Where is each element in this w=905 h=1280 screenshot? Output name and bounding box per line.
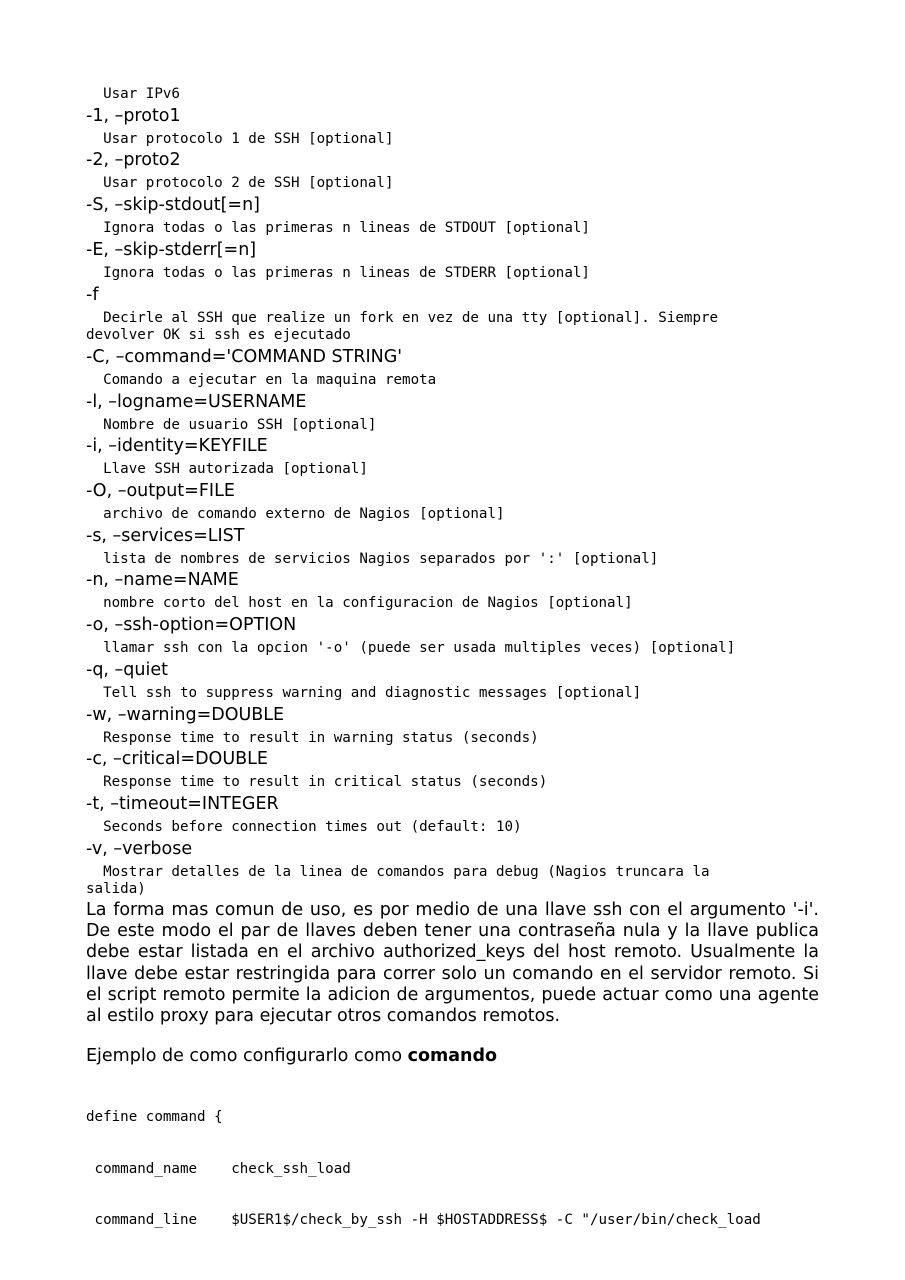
options-list [86, 86, 819, 899]
option-description: Nombre de usuario SSH [optional] [86, 416, 377, 433]
option-description: lista de nombres de servicios Nagios separados por ':' [optional] [86, 550, 659, 567]
option-flag: -n, –name=NAME [86, 570, 239, 591]
code-block [86, 1075, 819, 1264]
option-description: Llave SSH autorizada [optional] [86, 461, 368, 478]
option-description: Mostrar detalles de la linea de comandos para debug (Nagios truncara la salida) [86, 863, 710, 898]
option-description: Tell ssh to suppress warning and diagnostic messages [optional] [86, 684, 642, 701]
option-flag: -v, –verbose [86, 838, 193, 859]
code-line: command_line $USER1$/check_by_ssh -H $HOSTADDRESS$ -C "/user/bin/check_load [86, 1212, 761, 1229]
option-flag: -q, –quiet [86, 659, 168, 680]
option-description: llamar ssh con la opcion '-o' (puede ser usada multiples veces) [optional] [86, 640, 736, 657]
example-heading [86, 1045, 819, 1067]
option-description: nombre corto del host en la configuracion de Nagios [optional] [86, 595, 633, 612]
example-heading-text: Ejemplo de como configurarlo como [86, 1045, 408, 1066]
option-flag: -w, –warning=DOUBLE [86, 704, 285, 725]
option-flag: -O, –output=FILE [86, 481, 235, 502]
option-description: Response time to result in warning status (seconds) [86, 729, 539, 746]
example-heading-bold: comando [407, 1045, 498, 1066]
option-description: Usar protocolo 2 de SSH [optional] [86, 175, 394, 192]
option-flag: -l, –logname=USERNAME [86, 391, 307, 412]
option-flag: -f [86, 284, 99, 305]
option-flag: -E, –skip-stderr[=n] [86, 239, 257, 260]
option-description: Ignora todas o las primeras n lineas de STDOUT [optional] [86, 220, 590, 237]
usage-paragraph: La forma mas comun de uso, es por medio de una llave ssh con el argumento '-i'. De este modo el par de llaves deben tener una contraseña nula y la llave publica debe estar listada en el archivo authorized_keys del host remoto. Usualmente la llave debe estar restringida para correr solo un comando en el servidor remoto. Si el script remoto permite la adicion de argumentos, puede actuar como una agente al estilo proxy para ejecutar otros comandos remotos. [86, 900, 819, 1027]
code-line: define command { [86, 1109, 223, 1126]
option-flag: -C, –command='COMMAND STRING' [86, 346, 403, 367]
option-flag: -1, –proto1 [86, 105, 181, 126]
option-flag: -i, –identity=KEYFILE [86, 436, 268, 457]
option-description: Ignora todas o las primeras n lineas de STDERR [optional] [86, 264, 590, 281]
option-flag: -S, –skip-stdout[=n] [86, 195, 260, 216]
option-description: archivo de comando externo de Nagios [optional] [86, 506, 505, 523]
option-flag: -o, –ssh-option=OPTION [86, 615, 297, 636]
option-description: Seconds before connection times out (default: 10) [86, 818, 522, 835]
option-description: Usar protocolo 1 de SSH [optional] [86, 130, 394, 147]
option-flag: -s, –services=LIST [86, 525, 245, 546]
option-description: Usar IPv6 [86, 86, 180, 102]
option-flag: -2, –proto2 [86, 150, 181, 171]
option-flag: -c, –critical=DOUBLE [86, 749, 268, 770]
code-line: command_name check_ssh_load [86, 1160, 351, 1177]
document-page [86, 86, 819, 1264]
option-description: Comando a ejecutar en la maquina remota [86, 371, 437, 388]
option-description: Response time to result in critical status (seconds) [86, 774, 548, 791]
option-description: Decirle al SSH que realize un fork en vez de una tty [optional]. Siempre devolver OK si ssh es ejecutado [86, 309, 719, 344]
option-flag: -t, –timeout=INTEGER [86, 793, 279, 814]
